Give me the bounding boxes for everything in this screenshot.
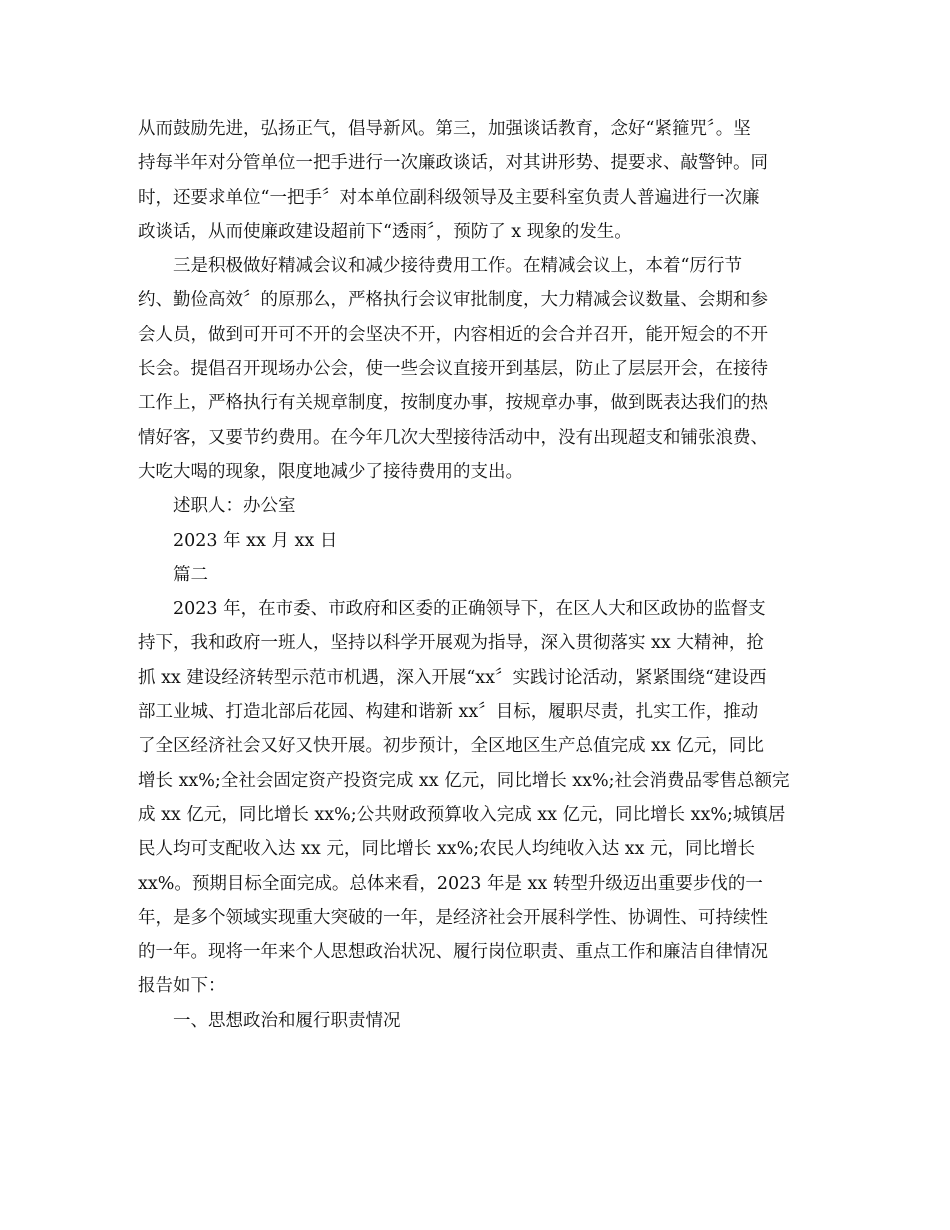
text-line: 篇二 bbox=[173, 564, 208, 585]
text-line: 民人均可支配收入达 xx 元，同比增长 xx%;农民人均纯收入达 xx 元，同比增长 bbox=[138, 839, 756, 860]
text-line: 持下，我和政府一班人，坚持以科学开展观为指导，深入贯彻落实 xx 大精神，抢 bbox=[138, 633, 764, 654]
text-line: 述职人：办公室 bbox=[173, 496, 296, 517]
text-line: 情好客，又要节约费用。在今年几次大型接待活动中，没有出现超支和铺张浪费、 bbox=[138, 427, 768, 448]
text-line: 持每半年对分管单位一把手进行一次廉政谈话，对其讲形势、提要求、敲警钟。同 bbox=[138, 153, 768, 174]
text-line: 一、思想政治和履行职责情况 bbox=[173, 1010, 401, 1031]
text-line: 从而鼓励先进，弘扬正气，倡导新风。第三，加强谈话教育，念好“紧箍咒〞。坚 bbox=[138, 119, 751, 139]
text-line: 的一年。现将一年来个人思想政治状况、履行岗位职责、重点工作和廉洁自律情况 bbox=[138, 942, 768, 963]
text-line: 增长 xx%;全社会固定资产投资完成 xx 亿元，同比增长 xx%;社会消费品零售总额完 bbox=[138, 770, 790, 791]
text-line: 三是积极做好精减会议和减少接待费用工作。在精减会议上，本着“厉行节 bbox=[173, 256, 742, 277]
text-line: 长会。提倡召开现场办公会，使一些会议直接开到基层，防止了层层开会，在接待 bbox=[138, 359, 768, 380]
text-line: 年，是多个领域实现重大突破的一年，是经济社会开展科学性、协调性、可持续性 bbox=[138, 907, 768, 928]
text-line: xx%。预期目标全面完成。总体来看，2023 年是 xx 转型升级迈出重要步伐的一 bbox=[138, 873, 763, 894]
text-line: 大吃大喝的现象，限度地减少了接待费用的支出。 bbox=[138, 461, 523, 482]
text-line: 了全区经济社会又好又快开展。初步预计，全区地区生产总值完成 xx 亿元，同比 bbox=[138, 736, 764, 757]
document-body bbox=[138, 112, 818, 1038]
text-line: 政谈话，从而使廉政建设超前下“透雨〞，预防了 x 现象的发生。 bbox=[138, 221, 632, 242]
text-line: 报告如下： bbox=[138, 976, 226, 997]
text-line: 成 xx 亿元，同比增长 xx%;公共财政预算收入完成 xx 亿元，同比增长 xx%;城镇居 bbox=[138, 804, 786, 825]
text-line: 部工业城、打造北部后花园、构建和谐新 xx〞目标，履职尽责，扎实工作，推动 bbox=[138, 702, 759, 723]
text-line: 会人员，做到可开可不开的会坚决不开，内容相近的会合并召开，能开短会的不开 bbox=[138, 324, 768, 345]
text-line: 约、勤俭高效〞的原那么，严格执行会议审批制度，大力精减会议数量、会期和参 bbox=[138, 290, 768, 311]
text-line: 时，还要求单位“一把手〞对本单位副科级领导及主要科室负责人普遍进行一次廉 bbox=[138, 187, 760, 208]
text-line: 抓 xx 建设经济转型示范市机遇，深入开展“xx〞实践讨论活动，紧紧围绕“建设西 bbox=[138, 667, 767, 688]
text-line: 2023 年 xx 月 xx 日 bbox=[173, 530, 338, 551]
text-line: 工作上，严格执行有关规章制度，按制度办事，按规章办事，做到既表达我们的热 bbox=[138, 393, 768, 414]
text-line: 2023 年，在市委、市政府和区委的正确领导下，在区人大和区政协的监督支 bbox=[173, 599, 766, 620]
